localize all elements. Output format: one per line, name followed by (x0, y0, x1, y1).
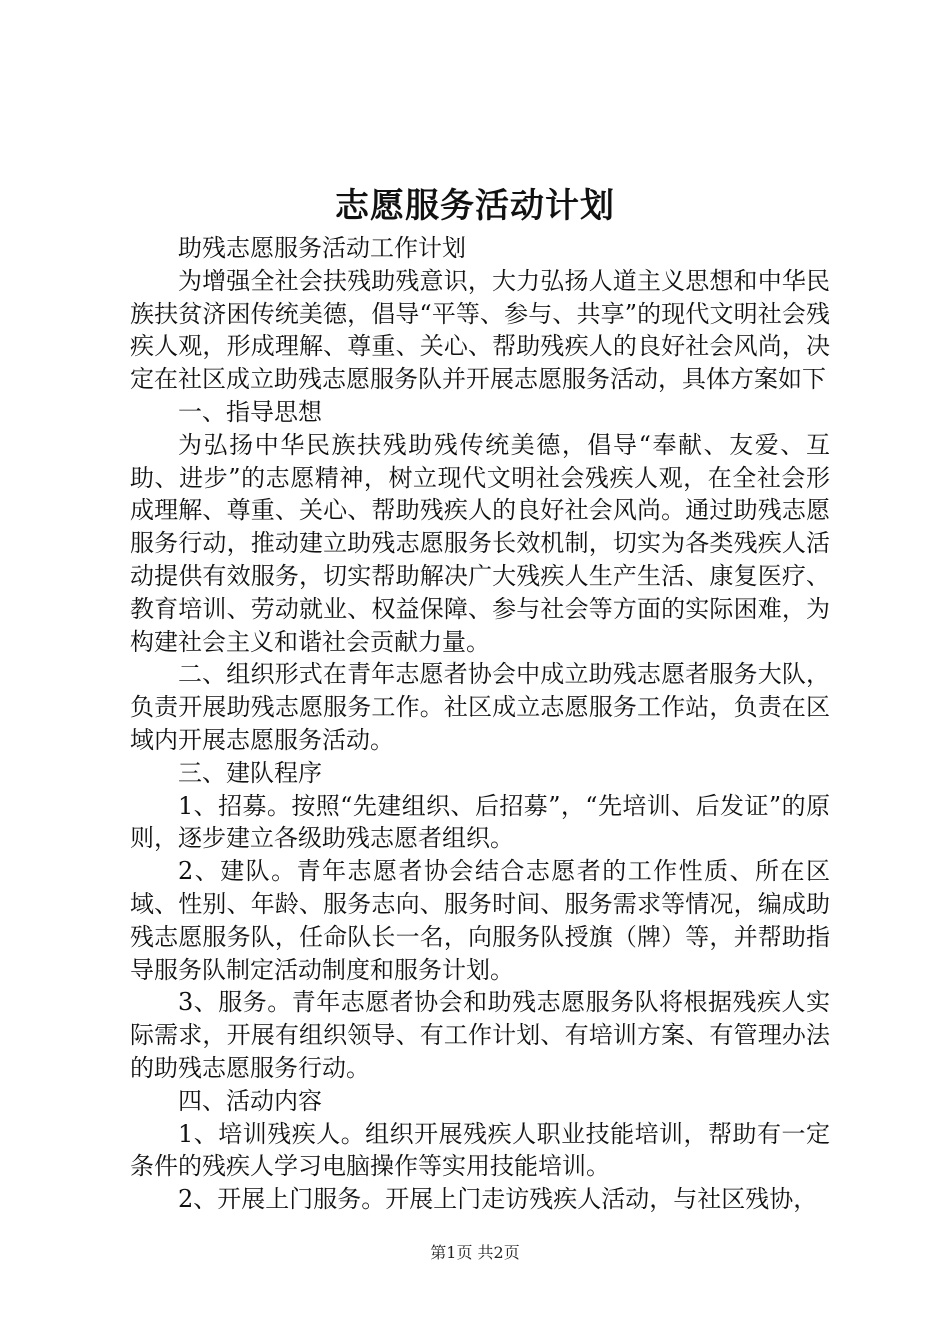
page-footer: 第1页 共2页 (430, 1243, 520, 1262)
document-body (130, 232, 830, 1216)
paragraph: 1、招募。按照“先建组织、后招募”，“先培训、后发证”的原则，逐步建立各级助残志愿者组织。 (130, 791, 830, 853)
section-heading: 四、活动内容 (178, 1086, 322, 1115)
document-title: 志愿服务活动计划 (335, 186, 615, 226)
paragraph: 二、组织形式在青年志愿者协会中成立助残志愿者服务大队，负责开展助残志愿服务工作。社区成立志愿服务工作站，负责在区域内开展志愿服务活动。 (130, 660, 830, 754)
paragraph: 为弘扬中华民族扶残助残传统美德，倡导“奉献、友爱、互助、进步”的志愿精神，树立现代文明社会残疾人观，在全社会形成理解、尊重、关心、帮助残疾人的良好社会风尚。通过助残志愿服务行动，推动建立助残志愿服务长效机制，切实为各类残疾人活动提供有效服务，切实帮助解决广大残疾人生产生活、康复医疗、教育培训、劳动就业、权益保障、参与社会等方面的实际困难，为构建社会主义和谐社会贡献力量。 (130, 430, 830, 656)
paragraph: 2、开展上门服务。开展上门走访残疾人活动，与社区残协， (178, 1185, 818, 1214)
paragraph: 2、建队。青年志愿者协会结合志愿者的工作性质、所在区域、性别、年龄、服务志向、服务时间、服务需求等情况，编成助残志愿服务队，任命队长一名，向服务队授旗（牌）等，并帮助指导服务队制定活动制度和服务计划。 (130, 857, 830, 984)
section-heading: 一、指导思想 (178, 397, 322, 426)
paragraph: 为增强全社会扶残助残意识，大力弘扬人道主义思想和中华民族扶贫济困传统美德，倡导“平等、参与、共享”的现代文明社会残疾人观，形成理解、尊重、关心、帮助残疾人的良好社会风尚，决定在社区成立助残志愿服务队并开展志愿服务活动，具体方案如下 (130, 266, 830, 394)
paragraph: 1、培训残疾人。组织开展残疾人职业技能培训，帮助有一定条件的残疾人学习电脑操作等实用技能培训。 (130, 1119, 830, 1181)
section-heading: 三、建队程序 (178, 758, 322, 787)
paragraph: 助残志愿服务活动工作计划 (178, 234, 466, 262)
paragraph: 3、服务。青年志愿者协会和助残志愿服务队将根据残疾人实际需求，开展有组织领导、有工作计划、有培训方案、有管理办法的助残志愿服务行动。 (130, 988, 830, 1082)
